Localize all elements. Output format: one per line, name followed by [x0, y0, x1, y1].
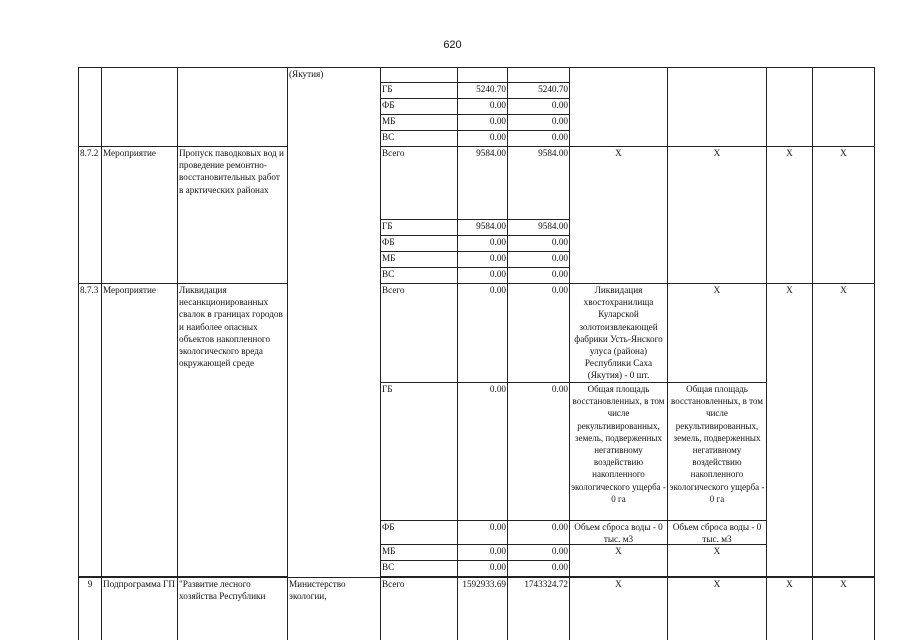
row-9-src: Всего [381, 577, 458, 640]
row-873-v2-vsego: 0.00 [508, 284, 570, 383]
row-873-x3: X [767, 284, 813, 577]
row-872-v2-fb: 0.00 [508, 236, 570, 252]
row-872-v1-mb: 0.00 [458, 252, 508, 268]
row-873-num: 8.7.3 [78, 284, 102, 577]
row-872-src-vsego: Всего [381, 147, 458, 220]
row-873-ind1-gb: Общая площадь восстановленных, в том числе рекультивированных, земель, подверженных негативному воздействию накопленного экологического ущерба - 0 га [570, 383, 668, 521]
cell-num-cont [78, 67, 102, 147]
cell-src: ВС [381, 131, 458, 147]
row-872-type: Мероприятие [102, 147, 178, 284]
row-872-src-mb: МБ [381, 252, 458, 268]
row-873-v1-mb: 0.00 [458, 545, 508, 561]
row-873-src-vsego: Всего [381, 284, 458, 383]
row-9-x2: X [668, 577, 767, 640]
cell-v1: 0.00 [458, 99, 508, 115]
cell-x3-cont [767, 67, 813, 147]
row-872-v2-vsego: 9584.00 [508, 147, 570, 220]
row-872-v1-fb: 0.00 [458, 236, 508, 252]
row-872-x4: X [813, 147, 875, 284]
row-873-v1-vs: 0.00 [458, 561, 508, 577]
row-872-v2-gb: 9584.00 [508, 220, 570, 236]
page-number: 620 [443, 39, 462, 51]
row-872-ind1: X [570, 147, 668, 284]
cell-ind2-cont [668, 67, 767, 147]
row-9-v1: 1592933.69 [458, 577, 508, 640]
budget-table [78, 67, 875, 640]
row-9-x1: X [570, 577, 668, 640]
cell-v2: 0.00 [508, 99, 570, 115]
row-873-ind2-gb: Общая площадь восстановленных, в том числе рекультивированных, земель, подверженных негативному воздействию накопленного экологического ущерба - 0 га [668, 383, 767, 521]
row-873-src-vs: ВС [381, 561, 458, 577]
row-872-ind2: X [668, 147, 767, 284]
row-873-v2-gb: 0.00 [508, 383, 570, 521]
row-872-v1-gb: 9584.00 [458, 220, 508, 236]
row-9-x4: X [813, 577, 875, 640]
cell-v1: 0.00 [458, 115, 508, 131]
row-9-type: Подпрограмма ГП [102, 577, 178, 640]
row-873-name: Ликвидация несанкционированных свалок в границах городов и наиболее опасных объектов накопленного экологического вреда окружающей среде [178, 284, 288, 577]
cell-v1-empty [458, 67, 508, 83]
cell-src: ГБ [381, 83, 458, 99]
row-873-ind2-fb: Объем сброса воды - 0 тыс. м3 [668, 521, 767, 545]
row-873-ind1-mb: X [570, 545, 668, 577]
row-9-name: "Развитие лесного хозяйства Республики [178, 577, 288, 640]
row-873-v1-fb: 0.00 [458, 521, 508, 545]
row-872-src-fb: ФБ [381, 236, 458, 252]
row-9-x3: X [767, 577, 813, 640]
row-9-num: 9 [78, 577, 102, 640]
row-873-ind2-vsego: X [668, 284, 767, 383]
cell-type-cont [102, 67, 178, 147]
row-873-v1-gb: 0.00 [458, 383, 508, 521]
cell-name-cont [178, 67, 288, 147]
row-873-v2-vs: 0.00 [508, 561, 570, 577]
responsible-text: (Якутия) [289, 69, 324, 79]
row-872-v2-mb: 0.00 [508, 252, 570, 268]
row-873-src-fb: ФБ [381, 521, 458, 545]
row-872-v1-vs: 0.00 [458, 268, 508, 284]
row-9-responsible: Министерство экологии, [288, 577, 381, 640]
cell-ind1-cont [570, 67, 668, 147]
cell-v2-empty [508, 67, 570, 83]
cell-responsible-cont [288, 67, 381, 577]
cell-v2: 0.00 [508, 115, 570, 131]
row-872-src-vs: ВС [381, 268, 458, 284]
row-873-src-mb: МБ [381, 545, 458, 561]
cell-src-empty [381, 67, 458, 83]
row-873-v2-mb: 0.00 [508, 545, 570, 561]
row-873-ind1-fb: Объем сброса воды - 0 тыс. м3 [570, 521, 668, 545]
cell-src: МБ [381, 115, 458, 131]
row-872-num: 8.7.2 [78, 147, 102, 284]
cell-x4-cont [813, 67, 875, 147]
cell-v2: 0.00 [508, 131, 570, 147]
row-872-x3: X [767, 147, 813, 284]
cell-v2: 5240.70 [508, 83, 570, 99]
row-873-v2-fb: 0.00 [508, 521, 570, 545]
row-9-v2: 1743324.72 [508, 577, 570, 640]
row-873-ind1-vsego: Ликвидация хвостохранилища Куларской золотоизвлекающей фабрики Усть-Янского улуса (района) Республики Саха (Якутия) - 0 шт. [570, 284, 668, 383]
row-873-ind2-mb: X [668, 545, 767, 577]
row-872-src-gb: ГБ [381, 220, 458, 236]
row-872-v1-vsego: 9584.00 [458, 147, 508, 220]
row-873-type: Мероприятие [102, 284, 178, 577]
cell-v1: 5240.70 [458, 83, 508, 99]
row-873-v1-vsego: 0.00 [458, 284, 508, 383]
row-873-src-gb: ГБ [381, 383, 458, 521]
row-873-x4: X [813, 284, 875, 577]
cell-src: ФБ [381, 99, 458, 115]
row-872-name: Пропуск паводковых вод и проведение ремонтно-восстановительных работ в арктических районах [178, 147, 288, 284]
cell-v1: 0.00 [458, 131, 508, 147]
row-872-v2-vs: 0.00 [508, 268, 570, 284]
